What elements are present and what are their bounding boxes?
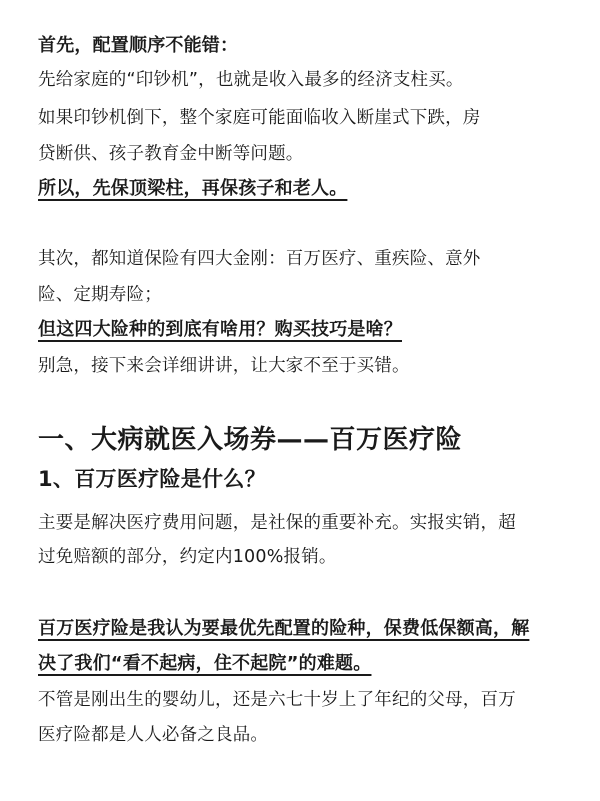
intro-line-1: 先给家庭的“印钞机”，也就是收入最多的经济支柱买。 — [38, 70, 464, 90]
intro-line-2: 如果印钞机倒下，整个家庭可能面临收入断崖式下跌，房 — [38, 108, 481, 128]
section-line-1: 主要是解决医疗费用问题，是社保的重要补充。实报实销，超 — [38, 513, 516, 533]
section-emphasis-2: 决了我们“看不起病，住不起院”的难题。 — [38, 653, 372, 674]
section-emphasis-1: 百万医疗险是我认为要最优先配置的险种，保费低保额高，解 — [38, 618, 530, 639]
second-line-2: 险、定期寿险； — [38, 285, 162, 305]
second-emphasis: 但这四大险种的到底有啥用？购买技巧是啥？ — [38, 319, 402, 340]
intro-emphasis: 所以，先保顶梁柱，再保孩子和老人。 — [38, 178, 348, 199]
section-line-4: 医疗险都是人人必备之良品。 — [38, 725, 269, 745]
section-subtitle: 1、百万医疗险是什么？ — [38, 467, 266, 491]
second-line-1: 其次，都知道保险有四大金刚：百万医疗、重疾险、意外 — [38, 249, 481, 269]
second-line-3: 别急，接下来会详细讲讲，让大家不至于买错。 — [38, 356, 410, 376]
section-line-3: 不管是刚出生的婴幼儿，还是六七十岁上了年纪的父母，百万 — [38, 690, 516, 710]
section-title: 一、大病就医入场券——百万医疗险 — [38, 425, 463, 455]
intro-line-3: 贷断供、孩子教育金中断等问题。 — [38, 144, 304, 164]
intro-heading: 首先，配置顺序不能错： — [38, 35, 239, 56]
section-line-2: 过免赔额的部分，约定内100%报销。 — [38, 547, 337, 567]
